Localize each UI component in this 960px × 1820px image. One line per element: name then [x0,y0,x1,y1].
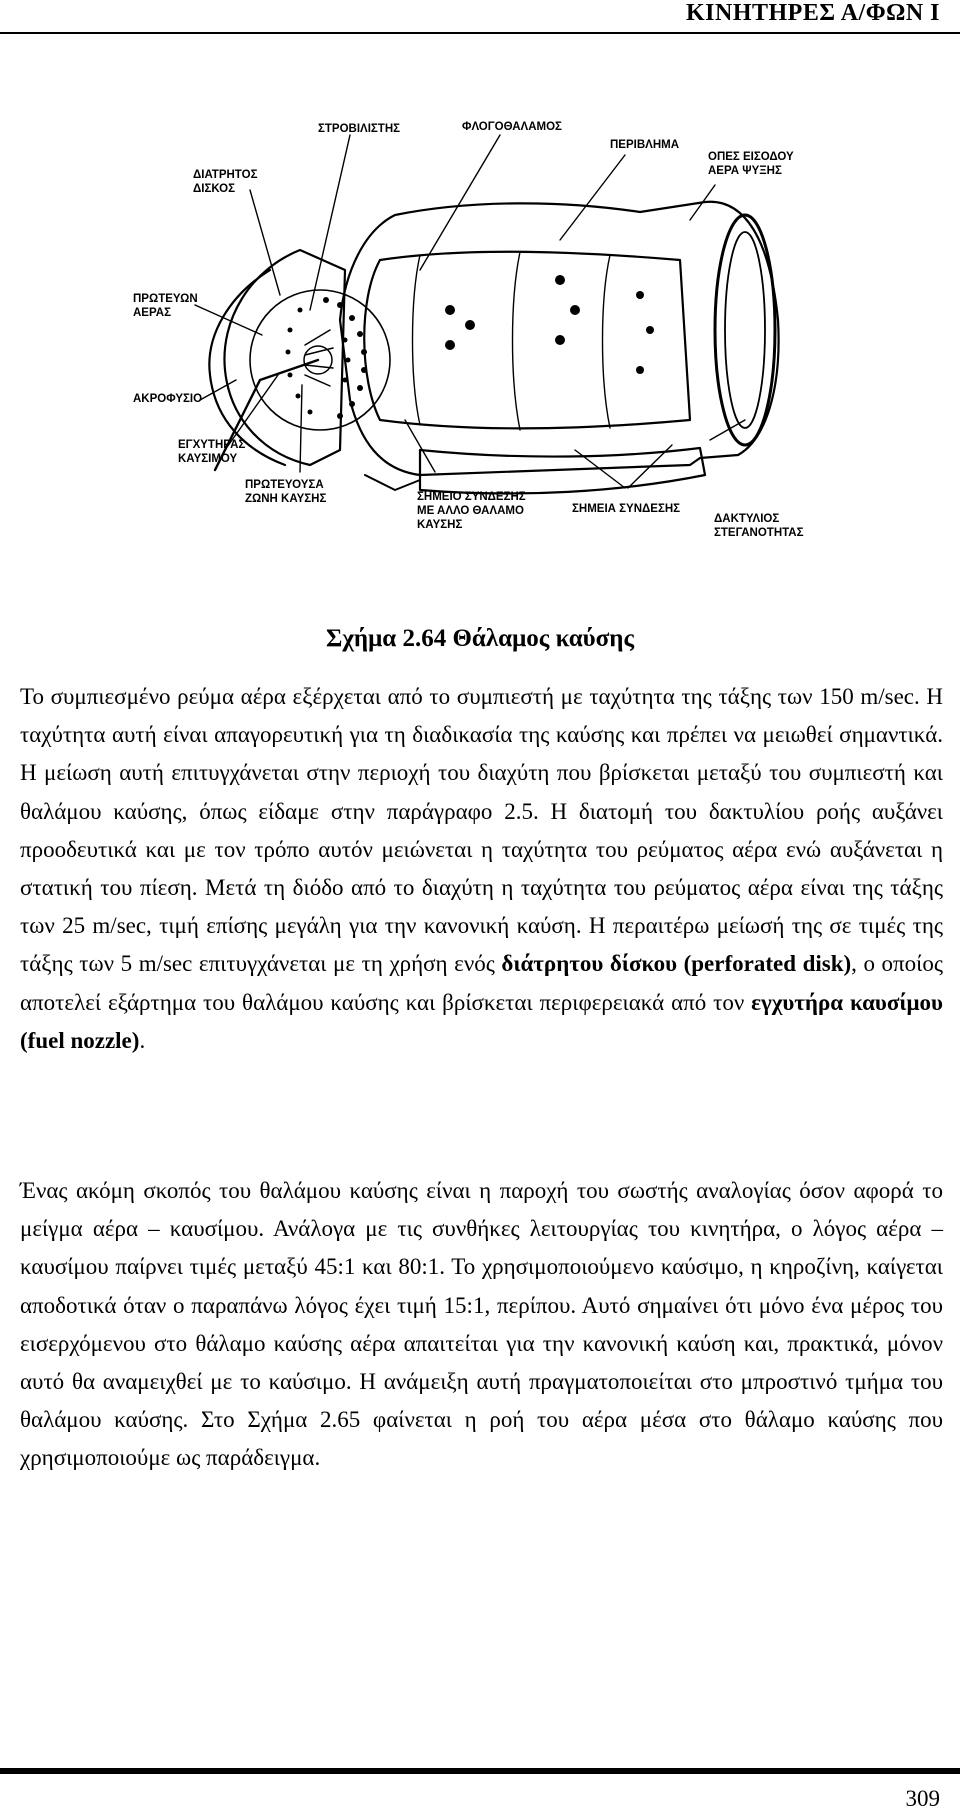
label-primary-zone: ΠΡΩΤΕΥΟΥΣΑ ΖΩΝΗ ΚΑΥΣΗΣ [245,479,327,505]
label-interconnector: ΣΗΜΕΙΟ ΣΥΝΔΕΣΗΣ ΜΕ ΑΛΛΟ ΘΑΛΑΜΟ ΚΑΥΣΗΣ [417,491,526,531]
header-rule [0,32,960,34]
label-flame-tube: ΦΛΟΓΟΘΑΛΑΜΟΣ [462,121,562,133]
page-number: 309 [905,1786,940,1811]
paragraph-1-bold-a: διάτρητου δίσκου (perforated disk) [501,951,852,977]
front-dome [224,250,345,465]
leader-lines [195,135,745,488]
label-snout: ΑΚΡΟΦΥΣΙΟ [133,393,203,405]
label-fuel-injector: ΕΓΧΥΤΗΡΑΣ ΚΑΥΣΙΜΟΥ [178,439,246,465]
running-header: ΚΙΝΗΤΗΡΕΣ Α/ΦΩΝ Ι [685,0,940,26]
combustion-chamber-figure [0,120,960,620]
flame-tube-seams [413,252,611,430]
label-joints: ΣΗΜΕΙΑ ΣΥΝΔΕΣΗΣ [572,503,681,515]
paragraph-1 [20,678,943,1060]
label-perforated-disk: ΔΙΑΤΡΗΤΟΣ ΔΙΣΚΟΣ [193,169,258,195]
label-casing: ΠΕΡΙΒΛΗΜΑ [610,139,680,151]
paragraph-2: Ένας ακόμη σκοπός του θαλάμου καύσης είναι η παροχή του σωστής αναλογίας όσον αφορά το μείγμα αέρα – καυσίμου. Ανάλογα με τις συνθήκες λειτουργίας του κινητήρα, ο λόγος αέρα – καυσίμου παίρνει τιμές μεταξύ 45:1 και 80:1. Το χρησιμοποιούμενο καύσιμο, η κηροζίνη, καίγεται αποδοτικά όταν ο παραπάνω λόγος έχει τιμή 15:1, περίπου. Αυτό σημαίνει ότι μόνο ένα μέρος του εισερχόμενου στο θάλαμο καύσης αέρα απαιτείται για την κανονική καύση και, πρακτικά, μόνον αυτό θα αναμειχθεί με το καύσιμο. Η ανάμειξη αυτή πραγματοποιείται στο μπροστινό τμήμα του θαλάμου καύσης. Στο Σχήμα 2.65 φαίνεται η ροή του αέρα μέσα στο θάλαμο καύσης που χρησιμοποιούμε ως παράδειγμα. [20,1178,943,1471]
label-sealing-ring: ΔΑΚΤΥΛΙΟΣ ΣΤΕΓΑΝΟΤΗΤΑΣ [714,513,804,539]
swirler [304,330,333,386]
label-cooling-air-holes: ΟΠΕΣ ΕΙΣΟΔΟΥ ΑΕΡΑ ΨΥΞΗΣ [708,151,794,177]
paragraph-1-bold-b: εγχυτήρα καυσίμου (fuel nozzle) [20,989,943,1053]
label-turbine: ΣΤΡΟΒΙΛΙΣΤΗΣ [318,123,401,135]
footer-rule [0,1768,960,1774]
interconnector [365,475,420,490]
paragraph-1-text-b: , ο οποίος αποτελεί εξάρτημα του θαλάμου καύσης και βρίσκεται περιφερειακά από τον [20,951,943,1015]
disk-holes [286,297,368,419]
perforated-disk [250,290,390,430]
snout-lip [209,270,285,465]
label-primary-air: ΠΡΩΤΕΥΩΝ ΑΕΡΑΣ [133,293,198,319]
paragraph-1-text-c: . [139,1027,146,1053]
flame-tube-holes [445,275,654,374]
paragraph-1-text-a: Το συμπιεσμένο ρεύμα αέρα εξέρχεται από το συμπιεστή με ταχύτητα της τάξης των 150 m/sec. Η ταχύτητα αυτή είναι απαγορευτική για τη διαδικασία της καύσης και πρέπει να μειωθεί σημαντικά. Η μείωση αυτή επιτυγχάνεται στην περιοχή του διαχύτη που βρίσκεται μεταξύ του συμπιεστή και θαλάμου καύσης, όπως είδαμε στην παράγραφο 2.5. Η διατομή του δακτυλίου ροής αυξάνει προοδευτικά και με τον τρόπο αυτόν μειώνεται η ταχύτητα του ρεύματος αέρα ενώ αυξάνεται η στατική του πίεση. Μετά τη διόδο από το διαχύτη η ταχύτητα του ρεύματος αέρα είναι της τάξης των 25 m/sec, τιμή επίσης μεγάλη για την κανονική καύση. Η περαιτέρω μείωσή της σε τιμές της τάξης των 5 m/sec επιτυγχάνεται με τη χρήση ενός [20,684,943,977]
exit-ring [715,215,775,445]
combustion-chamber-drawing [0,120,960,620]
figure-caption: Σχήμα 2.64 Θάλαμος καύσης [326,625,634,652]
exit-ring-inner [725,232,765,428]
